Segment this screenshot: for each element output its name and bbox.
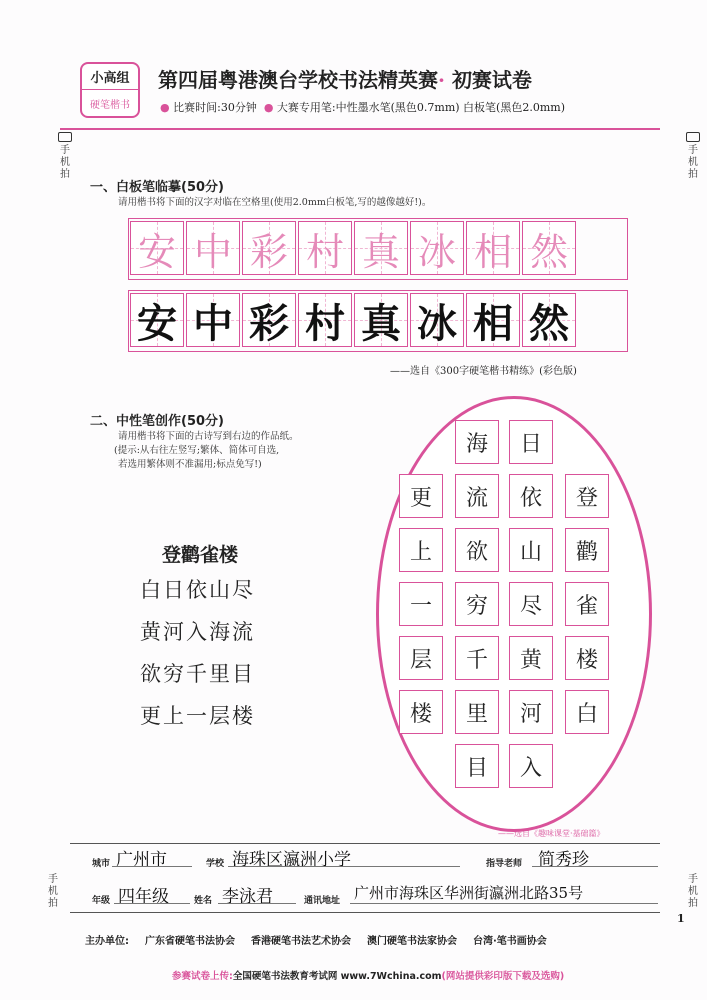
copy-cell: 村 <box>298 293 352 347</box>
form-rule-top <box>70 843 660 844</box>
work-cell: 上 <box>399 528 443 572</box>
work-cell: 日 <box>509 420 553 464</box>
exam-info: ● 比赛时间:30分钟 ● 大赛专用笔:中性墨水笔(黑色0.7mm) 白板笔(黑色2.0mm) <box>160 101 565 114</box>
work-cell: 登 <box>565 474 609 518</box>
copy-cell: 中 <box>186 293 240 347</box>
copy-cell: 然 <box>522 293 576 347</box>
name-value[interactable]: 李泳君 <box>222 887 273 907</box>
work-column <box>509 420 553 798</box>
work-cell: 黄 <box>509 636 553 680</box>
page-number: 1 <box>677 912 685 925</box>
time-label: 比赛时间 <box>173 101 218 114</box>
phone-icon <box>686 132 700 142</box>
work-cell: 楼 <box>565 636 609 680</box>
group-sub-label: 硬笔楷书 <box>90 100 130 111</box>
organizer: 广东省硬笔书法协会 <box>145 936 235 947</box>
city-line <box>112 866 192 867</box>
city-label: 城市 <box>92 859 111 869</box>
poem-line: 更上一层楼 <box>140 704 255 728</box>
work-cell: 鹳 <box>565 528 609 572</box>
poem-title: 登鹳雀楼 <box>162 544 239 566</box>
poem-line: 黄河入海流 <box>140 620 255 644</box>
name-label: 姓名 <box>194 896 213 906</box>
address-value[interactable]: 广州市海珠区华洲街瀛洲北路35号 <box>354 884 584 902</box>
work-cell: 白 <box>565 690 609 734</box>
copy-cell: 相 <box>466 293 520 347</box>
upload-text[interactable]: 全国硬笔书法教育考试网 www.7Wchina.com <box>232 971 442 982</box>
section2-hint2: 若选用繁体则不准漏用;标点免写!) <box>118 459 262 470</box>
model-cell: 冰 <box>410 221 464 275</box>
group-badge <box>80 62 140 118</box>
pen-value: :中性墨水笔(黑色0.7mm) 白板笔(黑色2.0mm) <box>331 101 565 114</box>
teacher-line <box>532 866 658 867</box>
copy-row <box>130 293 578 347</box>
section2-source: ——选自《趣味课堂·基础篇》 <box>498 829 605 838</box>
time-value: :30分钟 <box>217 101 257 114</box>
model-cell: 村 <box>298 221 352 275</box>
copy-cell: 彩 <box>242 293 296 347</box>
organizer: 香港硬笔书法艺术协会 <box>251 936 351 947</box>
work-cell: 入 <box>509 744 553 788</box>
teacher-label: 指导老师 <box>486 859 523 869</box>
copy-cell: 安 <box>130 293 184 347</box>
pen-label: 大赛专用笔 <box>276 101 332 114</box>
model-cell: 相 <box>466 221 520 275</box>
side-mark-top-right: 手机拍 <box>686 132 700 181</box>
model-cell: 然 <box>522 221 576 275</box>
work-column <box>565 474 609 744</box>
organizer: 台湾·笔书画协会 <box>473 936 547 947</box>
model-cell: 中 <box>186 221 240 275</box>
section2-title: 二、中性笔创作(50分) <box>90 414 224 429</box>
address-line <box>350 903 658 904</box>
grade-line <box>114 903 190 904</box>
school-line <box>228 866 460 867</box>
work-cell: 楼 <box>399 690 443 734</box>
work-cell: 依 <box>509 474 553 518</box>
school-value[interactable]: 海珠区瀛洲小学 <box>232 850 351 870</box>
section1-title: 一、白板笔临摹(50分) <box>90 180 224 195</box>
work-column <box>455 420 499 798</box>
poem-line: 白日依山尽 <box>140 578 255 602</box>
work-column <box>399 474 443 744</box>
work-cell: 层 <box>399 636 443 680</box>
work-cell: 尽 <box>509 582 553 626</box>
work-cell: 雀 <box>565 582 609 626</box>
upload-note <box>172 968 564 982</box>
side-mark-bottom-left: 手机拍 <box>48 874 58 909</box>
teacher-value[interactable]: 简秀珍 <box>538 850 589 870</box>
upload-paren: (网站提供彩印版下载及选购) <box>441 971 565 982</box>
work-cell: 一 <box>399 582 443 626</box>
section2-instruction: 请用楷书将下面的古诗写到右边的作品纸。 <box>118 431 299 442</box>
work-cell: 山 <box>509 528 553 572</box>
copy-cell: 冰 <box>410 293 464 347</box>
work-cell: 欲 <box>455 528 499 572</box>
grade-label: 年级 <box>92 896 111 906</box>
work-cell: 流 <box>455 474 499 518</box>
work-cell: 海 <box>455 420 499 464</box>
model-cell: 真 <box>354 221 408 275</box>
side-mark-top-left: 手机拍 <box>58 132 72 181</box>
upload-label: 参赛试卷上传: <box>172 971 233 982</box>
page-title: 第四届粤港澳台学校书法精英赛· 初赛试卷 <box>158 68 532 92</box>
form-rule-bottom <box>70 912 660 913</box>
side-mark-bottom-right: 手机拍 <box>688 874 698 909</box>
phone-icon <box>58 132 72 142</box>
work-cell: 目 <box>455 744 499 788</box>
header-rule <box>60 128 660 130</box>
organizers-label: 主办单位: <box>85 936 129 947</box>
work-cell: 更 <box>399 474 443 518</box>
model-cell: 安 <box>130 221 184 275</box>
model-cell: 彩 <box>242 221 296 275</box>
city-value[interactable]: 广州市 <box>116 850 167 870</box>
group-label: 小高组 <box>82 64 138 90</box>
model-row <box>130 221 578 275</box>
work-cell: 穷 <box>455 582 499 626</box>
work-cell: 千 <box>455 636 499 680</box>
school-label: 学校 <box>206 859 225 869</box>
copy-cell: 真 <box>354 293 408 347</box>
poem-line: 欲穷千里目 <box>140 662 255 686</box>
name-line <box>218 903 296 904</box>
address-label: 通讯地址 <box>304 896 341 906</box>
section1-instruction: 请用楷书将下面的汉字对临在空格里(使用2.0mm白板笔,写的越像越好!)。 <box>118 197 432 208</box>
work-cell: 河 <box>509 690 553 734</box>
work-cell: 里 <box>455 690 499 734</box>
section1-source: ——选自《300字硬笔楷书精练》(彩色版) <box>390 366 577 377</box>
grade-value[interactable]: 四年级 <box>118 887 169 907</box>
organizer: 澳门硬笔书法家协会 <box>367 936 457 947</box>
organizers <box>85 932 563 947</box>
section2-hint1: (提示:从右往左竖写;繁体、简体可自选, <box>114 445 280 456</box>
